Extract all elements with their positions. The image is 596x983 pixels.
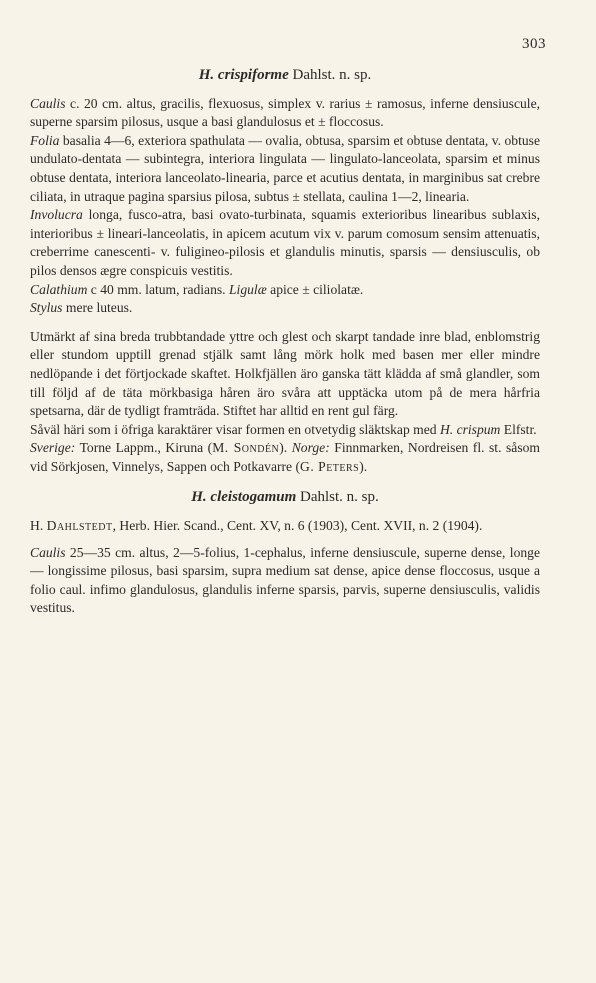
involucra-term: Involucra [30,207,83,223]
locality-text-d: ). [359,458,368,474]
locality-text-c: Finnmarken, Nordreisen fl. st. såsom vid Sörkjosen, Vinnelys, Sappen och Potkavarre ( [30,440,540,474]
localities-paragraph [30,439,540,476]
caulis-description-2 [30,544,540,618]
species-heading-crispiforme [30,66,540,85]
collector-name-2: G. Peters [300,458,360,474]
species-heading-cleistogamum [30,488,540,507]
species-name: H. crispiforme [198,67,289,83]
stylus-term: Stylus [30,300,63,316]
stylus-text: mere luteus. [62,300,133,316]
caulis-term: Caulis [30,95,66,111]
ref-author: Dahlstedt [46,518,113,534]
involucra-text: longa, fusco-atra, basi ovato-turbinata, squamis exterioribus linearibus sublaxis, interioribus ± lineari-lanceolatis, in apicem acutum vix v. parum comosum sensim attenuatis, creberrime canescenti- v. fuligineo-pilosis et glandulis minutis, sparsis — densiusculis, ob pilos densos ægre conspicuis vestitis. [30,207,540,278]
page-number: 303 [522,36,546,52]
species-name-2: H. cleistogamum [191,489,297,506]
ref-text: , Herb. Hier. Scand., Cent. XV, n. 6 (1903), Cent. XVII, n. 2 (1904). [112,518,483,534]
reference-citation [30,517,540,536]
collector-name: M. Sondén [212,440,280,456]
stylus-description [30,299,540,318]
caulis-description [30,95,540,132]
caulis-text-2: 25—35 cm. altus, 2—5-folius, 1-cephalus, inferne densiuscule, superne dense, longe — longissime pilosus, basi sparsim, supra medium sat dense, apice dense floccosus, usque a folio caul. infimo glandulosus, glandulis inferne sparsis, parvis, superne densiusculis, validis vestitus. [30,544,540,616]
country-norge: Norge: [291,440,330,456]
related-species: H. crispum [439,421,501,437]
caulis-term-2: Caulis [30,544,66,560]
locality-text-b: ). [279,440,292,456]
locality-text-a: Torne Lappm., Kiruna ( [75,440,213,456]
caulis-text: c. 20 cm. altus, gracilis, flexuosus, simplex v. rarius ± ramosus, inferne densiuscule, superne sparsim pilosus, usque a basi glandulosus et ± floccosus. [30,95,540,130]
calathium-text: c 40 mm. latum, radians. [87,281,229,297]
ligulae-term: Ligulæ [228,281,267,297]
folia-text: basalia 4—6, exteriora spathulata — ovalia, obtusa, sparsim et obtuse dentata, v. obtuse undulato-dentata — subintegra, interiora lingulata — lingulato-lanceolata, sparsim et minus obtuse dentata, interiora lanceolato-linearia, parce et acutius dentata, in marginibus sat crebre ciliata, in utraque pagina sparsius pilosa, subtus ± stellata, caulina 1—2, linearia. [30,132,540,204]
calathium-description [30,281,540,300]
involucra-description [30,206,540,280]
ligulae-text: apice ± ciliolatæ. [266,281,364,297]
page-content [30,66,540,618]
folia-term: Folia [30,132,60,148]
ref-genus: H. [30,518,47,534]
swedish-paragraph-1: Utmärkt af sina breda trubbtandade yttre och glest och skarpt tandade inre blad, enblomstrig eller stundom upptill grenad stjälk samt lång mörk holk med basen mer eller mindre nedlöpande i det förtjockade skaftet. Holkfjällen äro ganska tätt klädda af små glandler, som till följd af de täta mörkbasiga håren äro svåra att upptäcka utom på de mera hårfria spetsarna, där de tydligt framträda. Stiftet har alltid en rent gul färg. [30,328,540,419]
swedish-p2-text: Såväl häri som i öfriga karaktärer visar formen en otvetydig släktskap med [30,421,440,437]
folia-description [30,132,540,206]
related-author: Elfstr. [500,421,537,437]
calathium-term: Calathium [30,281,88,297]
species-author: Dahlst. n. sp. [288,67,372,83]
species-author-2: Dahlst. n. sp. [296,489,379,506]
country-sverige: Sverige: [30,440,76,456]
swedish-paragraph-2 [30,421,540,440]
